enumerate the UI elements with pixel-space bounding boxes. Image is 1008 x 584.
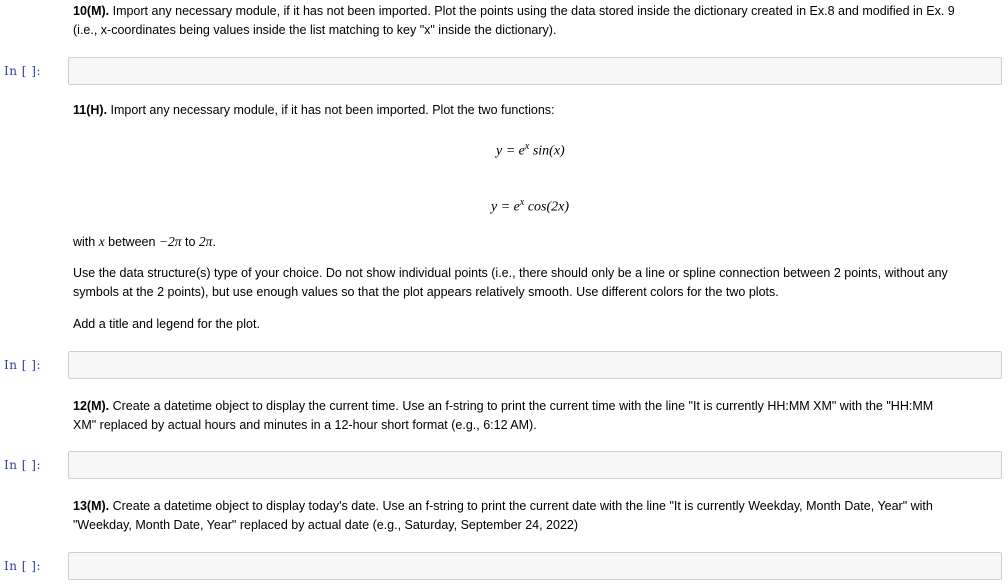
code-cell-2 (0, 351, 1008, 381)
q12-line1 (73, 397, 998, 416)
q11-para1-line1: Use the data structure(s) type of your choice. Do not show individual points (i.e., there should only be a line or spline connection between 2 points, without any (73, 266, 948, 280)
equation-1 (496, 141, 565, 160)
range-to-word: to (181, 235, 199, 249)
markdown-cell-q12 (73, 397, 998, 435)
input-prompt: In [ ]: (4, 458, 42, 472)
eq1-lhs: y = e (496, 143, 525, 159)
range-from: −2π (158, 234, 182, 249)
code-cell-3 (0, 451, 1008, 481)
range-end: . (212, 235, 216, 249)
eq2-lhs: y = e (491, 199, 520, 215)
eq1-rhs: sin(x) (529, 143, 565, 159)
code-cell-1 (0, 57, 1008, 87)
range-to: 2π (198, 234, 213, 249)
q12-label: 12(M). (73, 399, 110, 413)
q11-para1-line2: symbols at the 2 points), but use enough values so that the plot appears relatively smooth. Use different colors for the two plots. (73, 285, 779, 299)
eq2-rhs: cos(2x) (524, 199, 570, 215)
q10-label: 10(M). (73, 4, 110, 18)
markdown-cell-q13 (73, 497, 998, 535)
eq1-sup: x (524, 141, 530, 152)
code-input-1[interactable] (68, 57, 1002, 85)
q11-paragraph-1 (73, 264, 998, 302)
input-prompt: In [ ]: (4, 358, 42, 372)
code-cell-4 (0, 552, 1008, 582)
range-mid: between (104, 235, 159, 249)
q11-range-line (73, 232, 998, 252)
q12-line2: XM" replaced by actual hours and minutes in a 12-hour short format (e.g., 6:12 AM). (73, 418, 537, 432)
q13-label: 13(M). (73, 499, 110, 513)
code-input-4[interactable] (68, 552, 1002, 580)
markdown-cell-q10 (73, 2, 998, 40)
q13-text1: Create a datetime object to display today's date. Use an f-string to print the current date with the line "It is currently Weekday, Month Date, Year" with (109, 499, 933, 513)
code-input-2[interactable] (68, 351, 1002, 379)
q11-label: 11(H). (73, 103, 108, 117)
range-x: x (98, 234, 105, 249)
q11-para2: Add a title and legend for the plot. (73, 317, 260, 331)
code-input-3[interactable] (68, 451, 1002, 479)
range-pre: with (73, 235, 99, 249)
markdown-cell-q11 (73, 101, 998, 341)
q12-text1: Create a datetime object to display the current time. Use an f-string to print the current time with the line "It is currently HH:MM XM" with the "HH:MM (109, 399, 934, 413)
q11-intro-line (73, 101, 998, 120)
q11-intro: Import any necessary module, if it has not been imported. Plot the two functions: (107, 103, 555, 117)
q10-text1: Import any necessary module, if it has not been imported. Plot the points using the data stored inside the dictionary created in Ex.8 and modified in Ex. 9 (109, 4, 955, 18)
equation-2 (491, 197, 569, 216)
input-prompt: In [ ]: (4, 559, 42, 573)
q10-line1 (73, 2, 998, 21)
q13-line1 (73, 497, 998, 516)
q11-range-text (73, 232, 998, 252)
input-prompt: In [ ]: (4, 64, 42, 78)
q10-line2: (i.e., x-coordinates being values inside the list matching to key "x" inside the dictionary). (73, 23, 557, 37)
q13-line2: "Weekday, Month Date, Year" replaced by actual date (e.g., Saturday, September 24, 2022) (73, 518, 579, 532)
eq2-sup: x (519, 197, 525, 208)
q11-paragraph-2 (73, 315, 998, 334)
